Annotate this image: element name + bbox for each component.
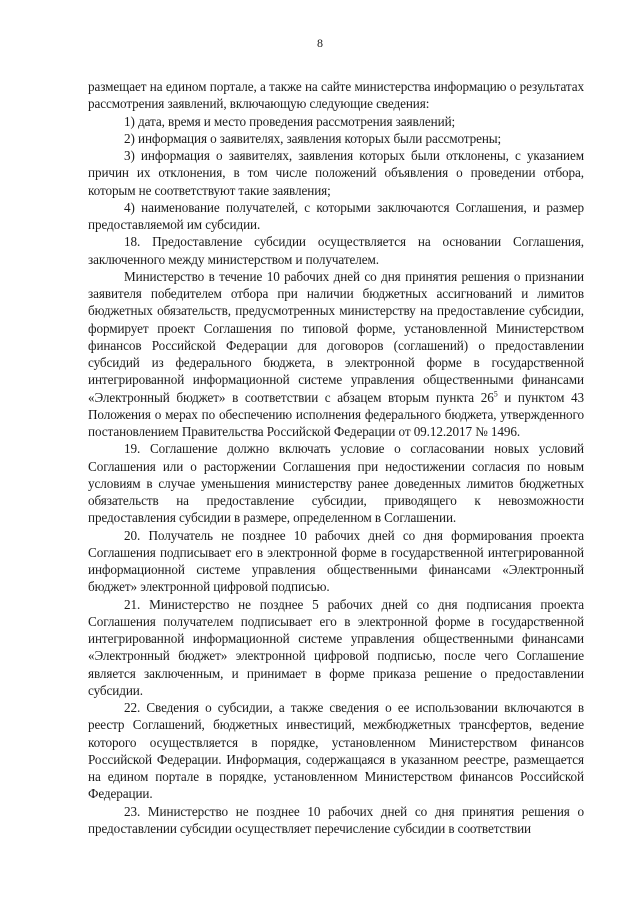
footnote-superscript: 5 [493, 389, 498, 399]
paragraph-18-ministry-text-after: и пунктом 43 Положения о мерах по обеспечению исполнения федерального бюджета, утвержденного постановлением Правительства Российской Федерации от 09.12.2017 № 1496. [88, 389, 585, 439]
paragraph-20: 20. Получатель не позднее 10 рабочих дней со дня формирования проекта Соглашения подписывает его в электронной форме в государственной интегрированной информационной системе управления общественными финансами «Электронный бюджет» электронной цифровой подписью. [88, 527, 584, 595]
paragraph-18-ministry-text: Министерство в течение 10 рабочих дней со дня принятия решения о признании заявителя победителем отбора при наличии бюджетных ассигнований и лимитов бюджетных обязательств, предусмотренных министерству на предоставление субсидии, формирует проект Соглашения по типовой форме, установленной Министерством финансов Российской Федерации для договоров (соглашений) о предоставлении субсидий из федерального бюджета, в электронной форме в государственной интегрированной информационной системе управления общественными финансами «Электронный бюджет» в соответствии с абзацем вторым пункта 26 [88, 268, 584, 405]
paragraph-23: 23. Министерство не позднее 10 рабочих дней со дня принятия решения о предоставлении субсидии осуществляет перечисление субсидии в соответствии [88, 803, 584, 836]
page-number: 8 [317, 36, 323, 50]
list-item-reviewed-applicants: 2) информация о заявителях, заявления которых были рассмотрены; [124, 130, 502, 146]
list-item-recipients: 4) наименование получателей, с которыми заключаются Соглашения, и размер предоставляемой им субсидии. [88, 199, 584, 232]
document-body [88, 78, 584, 837]
paragraph-results-intro: размещает на едином портале, а также на сайте министерства информацию о результатах рассмотрения заявлений, включающую следующие сведения: [88, 79, 584, 112]
list-item-date-time-place: 1) дата, время и место проведения рассмотрения заявлений; [124, 113, 456, 129]
paragraph-18-ministry [88, 268, 584, 441]
paragraph-19: 19. Соглашение должно включать условие о согласовании новых условий Соглашения или о расторжении Соглашения при недостижении согласия по новым условиям в случае уменьшения министерству ранее доведенных лимитов бюджетных обязательств на предоставление субсидии, приводящего к невозможности предоставления субсидии в размере, определенном в Соглашении. [88, 441, 584, 526]
paragraph-21: 21. Министерство не позднее 5 рабочих дней со дня подписания проекта Соглашения получателем подписывает его в электронной форме в государственной интегрированной информационной системе управления общественными финансами «Электронный бюджет» электронной цифровой подписью, после чего Соглашение является заключенным, и принимает в форме приказа решение о предоставлении субсидии. [88, 596, 584, 698]
paragraph-18: 18. Предоставление субсидии осуществляется на основании Соглашения, заключенного между министерством и получателем. [88, 234, 584, 267]
list-item-rejected-applicants: 3) информация о заявителях, заявления которых были отклонены, с указанием причин их отклонения, в том числе положений объявления о проведении отбора, которым не соответствуют такие заявления; [88, 148, 584, 198]
paragraph-22: 22. Сведения о субсидии, а также сведения о ее использовании включаются в реестр Соглашений, бюджетных инвестиций, межбюджетных трансфертов, ведение которого осуществляется в порядке, установленном Министерством финансов Российской Федерации. Информация, содержащаяся в указанном реестре, размещается на едином портале в порядке, установленном Министерством финансов Российской Федерации. [88, 700, 584, 802]
